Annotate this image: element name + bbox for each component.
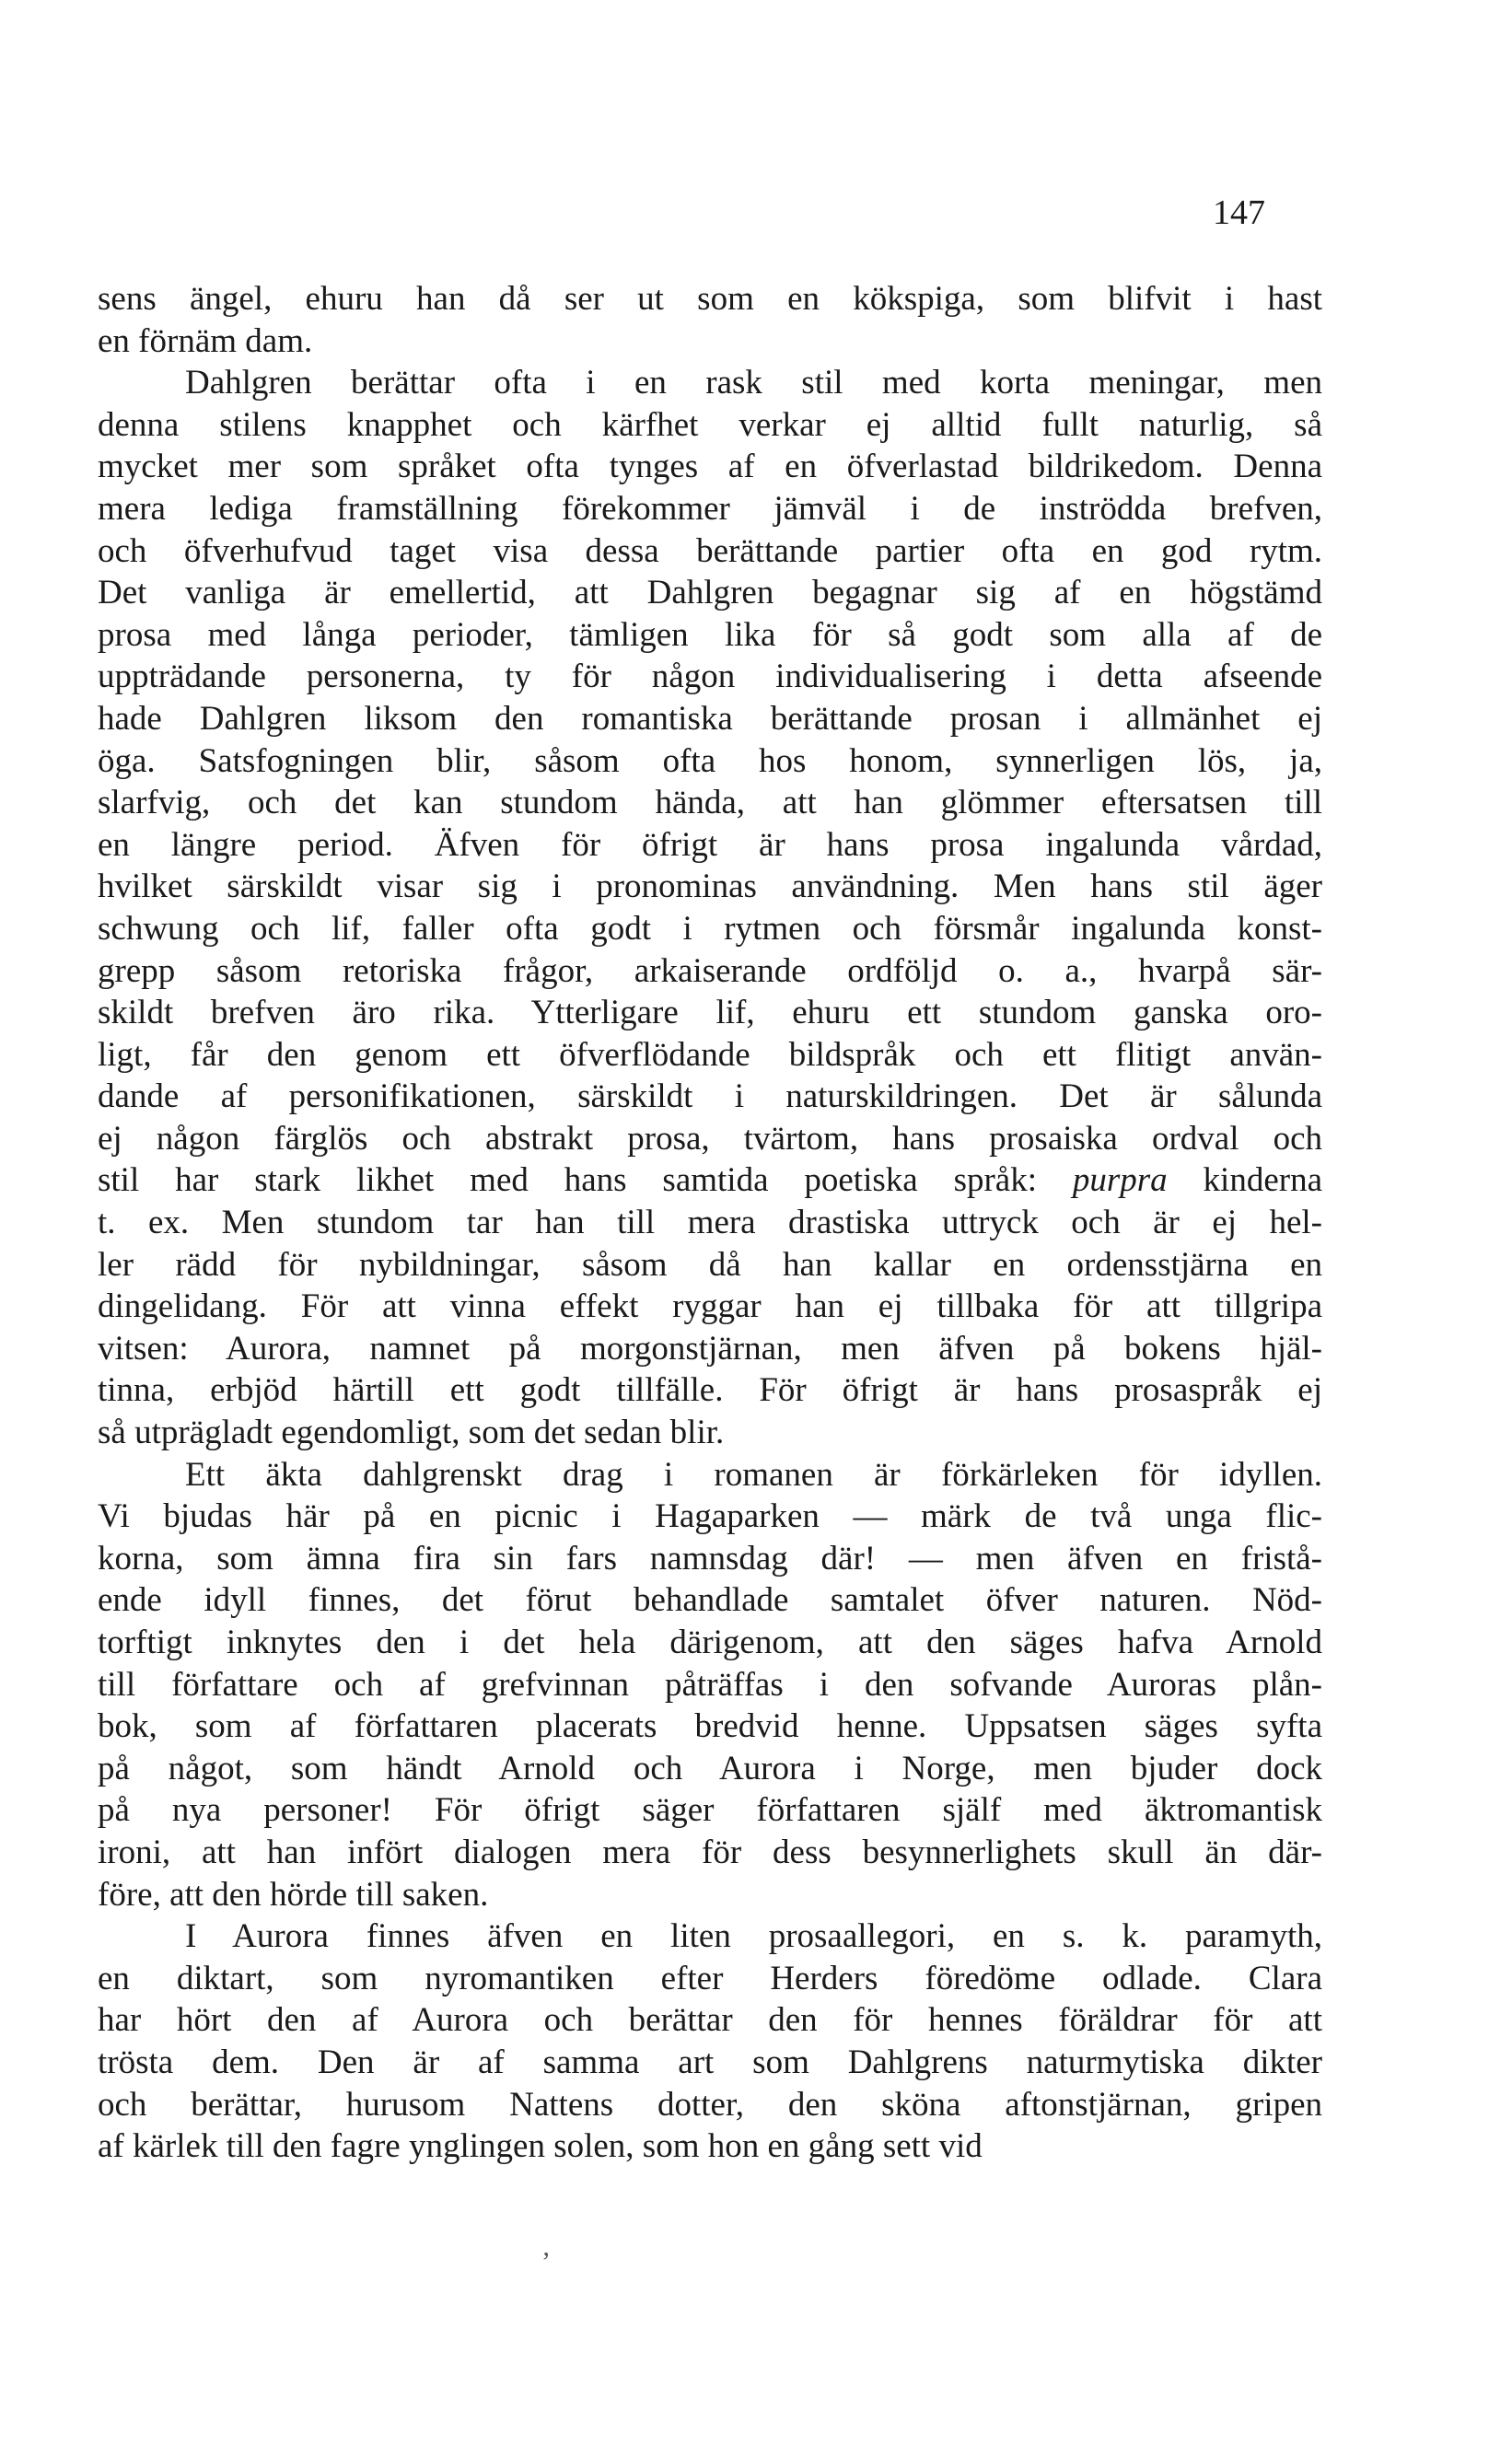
text-line: ej någon färglös och abstrakt prosa, tvärtom, hans prosaiska ordval och — [98, 1119, 1322, 1158]
text-line: grepp såsom retoriska frågor, arkaiserande ordföljd o. a., hvarpå sär- — [98, 951, 1322, 990]
text-line: före, att den hörde till saken. — [98, 1875, 489, 1914]
text-line: stil har stark likhet med hans samtida poetiska språk: purpra kinderna — [98, 1161, 1322, 1200]
text-line: öga. Satsfogningen blir, såsom ofta hos honom, synnerligen lös, ja, — [98, 741, 1322, 780]
text-line: och berättar, hurusom Nattens dotter, den sköna aftonstjärnan, gripen — [98, 2085, 1322, 2124]
text-line: ligt, får den genom ett öfverflödande bildspråk och ett flitigt använ- — [98, 1035, 1322, 1074]
text-line: trösta dem. Den är af samma art som Dahlgrens naturmytiska dikter — [98, 2043, 1322, 2081]
paragraph — [98, 1915, 1322, 2168]
paragraph — [98, 362, 1322, 1453]
stray-mark: ʼ — [541, 2247, 551, 2277]
text-line: en längre period. Äfven för öfrigt är hans prosa ingalunda vårdad, — [98, 825, 1322, 864]
text-line: en diktart, som nyromantiken efter Herders föredöme odlade. Clara — [98, 1959, 1322, 1997]
text-line: har hört den af Aurora och berättar den för hennes föräldrar för att — [98, 2001, 1322, 2040]
text-line: af kärlek till den fagre ynglingen solen, som hon en gång sett vid — [98, 2127, 983, 2166]
text-line: schwung och lif, faller ofta godt i rytmen och försmår ingalunda konst- — [98, 909, 1322, 948]
text-line: uppträdande personerna, ty för någon individualisering i detta afseende — [98, 658, 1322, 696]
text-line: skildt brefven äro rika. Ytterligare lif, ehuru ett stundom ganska oro- — [98, 994, 1322, 1032]
text-line: ende idyll finnes, det förut behandlade samtalet öfver naturen. Nöd- — [98, 1581, 1322, 1620]
text-line: Ett äkta dahlgrenskt drag i romanen är förkärleken för idyllen. — [185, 1455, 1322, 1494]
text-line: så utprägladt egendomligt, som det sedan blir. — [98, 1414, 725, 1452]
text-line: ler rädd för nybildningar, såsom då han kallar en ordensstjärna en — [98, 1245, 1322, 1284]
text-line: Dahlgren berättar ofta i en rask stil med korta meningar, men — [185, 364, 1322, 402]
text-line: slarfvig, och det kan stundom hända, att han glömmer eftersatsen till — [98, 784, 1322, 822]
text-line: mera lediga framställning förekommer jämväl i de inströdda brefven, — [98, 489, 1322, 528]
text-line: dingelidang. För att vinna effekt ryggar han ej tillbaka för att tillgripa — [98, 1287, 1322, 1326]
text-line: hvilket särskildt visar sig i pronominas användning. Men hans stil äger — [98, 867, 1322, 906]
text-line: vitsen: Aurora, namnet på morgonstjärnan, men äfven på bokens hjäl- — [98, 1329, 1322, 1368]
text-line: prosa med långa perioder, tämligen lika för så godt som alla af de — [98, 615, 1322, 654]
paragraph — [98, 278, 1322, 362]
body-text — [98, 278, 1322, 2168]
text-line: på något, som händt Arnold och Aurora i Norge, men bjuder dock — [98, 1749, 1322, 1787]
text-line: Det vanliga är emellertid, att Dahlgren begagnar sig af en högstämd — [98, 574, 1322, 612]
page-number: 147 — [1213, 193, 1265, 232]
text-line: hade Dahlgren liksom den romantiska berättande prosan i allmänhet ej — [98, 699, 1322, 738]
text-line: en förnäm dam. — [98, 321, 313, 360]
text-line: sens ängel, ehuru han då ser ut som en kökspiga, som blifvit i hast — [98, 280, 1322, 318]
text-line: tinna, erbjöd härtill ett godt tillfälle. För öfrigt är hans prosaspråk ej — [98, 1371, 1322, 1410]
text-line: dande af personifikationen, särskildt i naturskildringen. Det är sålunda — [98, 1077, 1322, 1116]
text-line: och öfverhufvud taget visa dessa berättande partier ofta en god rytm. — [98, 531, 1322, 570]
text-line: Vi bjudas här på en picnic i Hagaparken — märk de två unga flic- — [98, 1497, 1322, 1536]
text-line: I Aurora finnes äfven en liten prosaallegori, en s. k. paramyth, — [185, 1917, 1322, 1956]
text-line: ironi, att han infört dialogen mera för dess besynnerlighets skull än där- — [98, 1833, 1322, 1871]
text-line: t. ex. Men stundom tar han till mera drastiska uttryck och är ej hel- — [98, 1204, 1322, 1242]
paragraph — [98, 1454, 1322, 1916]
text-line: på nya personer! För öfrigt säger författaren själf med äktromantisk — [98, 1791, 1322, 1830]
text-line: till författare och af grefvinnan påträffas i den sofvande Auroras plån- — [98, 1665, 1322, 1704]
text-line: torftigt inknytes den i det hela därigenom, att den säges hafva Arnold — [98, 1624, 1322, 1661]
text-line: mycket mer som språket ofta tynges af en öfverlastad bildrikedom. Denna — [98, 448, 1322, 486]
text-line: bok, som af författaren placerats bredvid henne. Uppsatsen säges syfta — [98, 1707, 1322, 1746]
text-line: korna, som ämna fira sin fars namnsdag där! — men äfven en fristå- — [98, 1539, 1322, 1578]
text-line: denna stilens knapphet och kärfhet verkar ej alltid fullt naturlig, så — [98, 405, 1322, 444]
